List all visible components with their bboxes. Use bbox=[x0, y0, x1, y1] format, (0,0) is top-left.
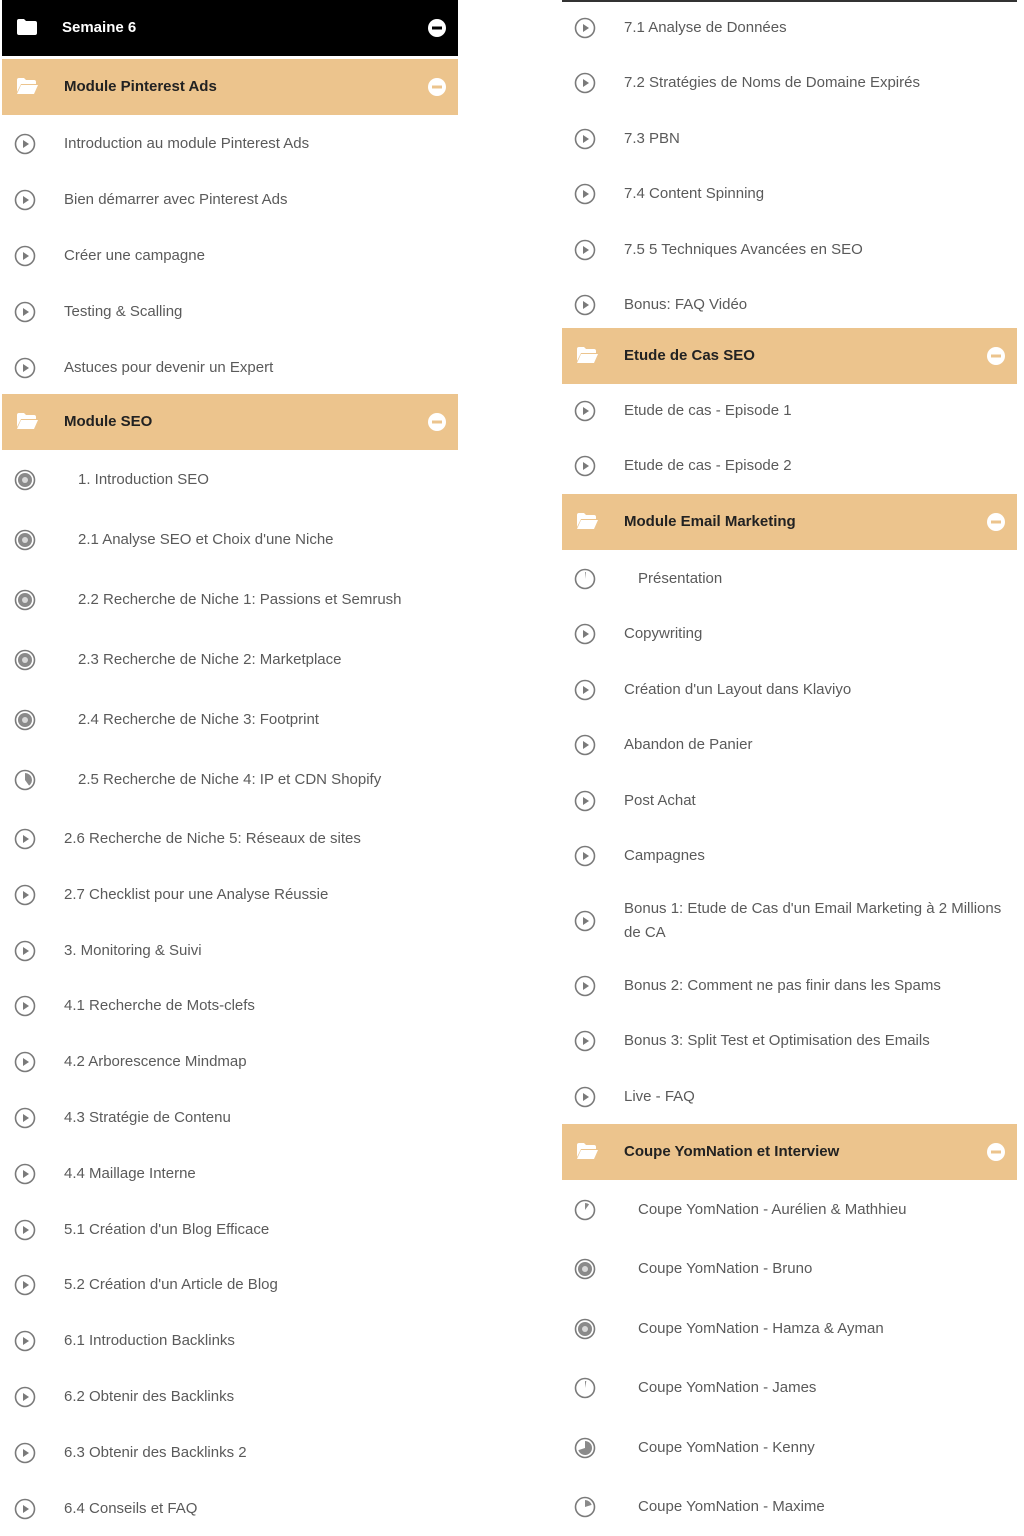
play-circle-icon bbox=[14, 828, 36, 850]
lesson-label: 6.1 Introduction Backlinks bbox=[64, 1332, 235, 1350]
lesson-item[interactable] bbox=[562, 607, 1017, 663]
lesson-item[interactable] bbox=[2, 570, 458, 630]
progress-pie-icon bbox=[574, 1496, 596, 1518]
lesson-label: 2.4 Recherche de Niche 3: Footprint bbox=[78, 711, 319, 728]
play-circle-icon bbox=[574, 1030, 596, 1052]
play-circle-icon bbox=[574, 1086, 596, 1108]
lesson-label: 2.2 Recherche de Niche 1: Passions et Semrush bbox=[78, 591, 402, 608]
play-circle-icon bbox=[14, 1163, 36, 1185]
play-circle-icon bbox=[14, 1498, 36, 1520]
minus-circle-icon[interactable] bbox=[987, 513, 1005, 531]
lesson-item[interactable] bbox=[2, 1090, 458, 1146]
lesson-item[interactable] bbox=[2, 630, 458, 690]
play-circle-icon bbox=[14, 1274, 36, 1296]
lesson-label: 1. Introduction SEO bbox=[78, 471, 209, 488]
play-circle-icon bbox=[574, 975, 596, 997]
lesson-label: 5.1 Création d'un Blog Efficace bbox=[64, 1220, 270, 1238]
lesson-item[interactable] bbox=[2, 1146, 458, 1202]
lesson-label: Bonus 1: Etude de Cas d'un Email Marketing à 2 Millions de CA bbox=[624, 900, 1002, 941]
lesson-item[interactable] bbox=[2, 1313, 458, 1369]
completed-circle-icon bbox=[14, 469, 36, 491]
lesson-label: Créer une campagne bbox=[64, 247, 205, 264]
lesson-label: Présentation bbox=[638, 569, 723, 587]
lesson-item[interactable] bbox=[562, 111, 1017, 167]
lesson-item[interactable] bbox=[2, 690, 458, 750]
lesson-item[interactable] bbox=[2, 172, 458, 228]
lesson-label: Astuces pour devenir un Expert bbox=[64, 359, 274, 376]
lesson-item[interactable] bbox=[562, 1478, 1017, 1536]
play-circle-icon bbox=[14, 1386, 36, 1408]
lesson-item[interactable] bbox=[562, 551, 1017, 607]
lesson-label: Copywriting bbox=[624, 625, 703, 643]
module-title: Coupe YomNation et Interview bbox=[624, 1143, 840, 1160]
lesson-label: Bonus: FAQ Vidéo bbox=[624, 296, 748, 314]
lesson-item[interactable] bbox=[562, 884, 1017, 958]
completed-circle-icon bbox=[574, 1258, 596, 1280]
completed-circle-icon bbox=[14, 649, 36, 671]
lesson-item[interactable] bbox=[2, 228, 458, 284]
progress-pie-icon bbox=[574, 568, 596, 590]
minus-circle-icon[interactable] bbox=[428, 413, 446, 431]
lesson-item[interactable] bbox=[562, 1359, 1017, 1419]
module-title: Module Pinterest Ads bbox=[64, 78, 217, 95]
play-circle-icon bbox=[14, 189, 36, 211]
minus-circle-icon[interactable] bbox=[987, 1143, 1005, 1161]
lesson-label: 7.2 Stratégies de Noms de Domaine Expirés bbox=[624, 74, 920, 92]
folder-open-icon bbox=[576, 346, 598, 364]
lesson-label: Live - FAQ bbox=[624, 1087, 695, 1105]
lesson-item[interactable] bbox=[562, 383, 1017, 439]
lesson-item[interactable] bbox=[562, 958, 1017, 1014]
play-circle-icon bbox=[14, 1442, 36, 1464]
minus-circle-icon[interactable] bbox=[987, 347, 1005, 365]
lesson-item[interactable] bbox=[2, 811, 458, 867]
lesson-label: 4.1 Recherche de Mots-clefs bbox=[64, 997, 255, 1015]
lesson-item[interactable] bbox=[2, 284, 458, 340]
lesson-item[interactable] bbox=[2, 450, 458, 510]
lesson-label: Post Achat bbox=[624, 791, 696, 809]
lesson-label: 7.3 PBN bbox=[624, 129, 680, 147]
lesson-label: 3. Monitoring & Suivi bbox=[64, 941, 202, 959]
lesson-label: Bonus 3: Split Test et Optimisation des Emails bbox=[624, 1032, 930, 1050]
module-header-pinterest[interactable] bbox=[2, 59, 458, 115]
lesson-item[interactable] bbox=[2, 1257, 458, 1313]
folder-open-icon bbox=[576, 512, 598, 530]
lesson-item[interactable] bbox=[2, 1202, 458, 1258]
lesson-item[interactable] bbox=[562, 222, 1017, 278]
module-header-case-study[interactable] bbox=[562, 328, 1017, 384]
play-circle-icon bbox=[14, 245, 36, 267]
lesson-item[interactable] bbox=[2, 1369, 458, 1425]
play-circle-icon bbox=[574, 455, 596, 477]
lesson-item[interactable] bbox=[2, 1481, 458, 1536]
play-circle-icon bbox=[574, 17, 596, 39]
progress-pie-icon bbox=[574, 1437, 596, 1459]
play-circle-icon bbox=[574, 294, 596, 316]
play-circle-icon bbox=[574, 790, 596, 812]
lesson-label: Bonus 2: Comment ne pas finir dans les Spams bbox=[624, 976, 941, 994]
lesson-label: Abandon de Panier bbox=[624, 736, 753, 754]
lesson-label: Campagnes bbox=[624, 847, 705, 865]
completed-circle-icon bbox=[14, 529, 36, 551]
play-circle-icon bbox=[574, 128, 596, 150]
completed-circle-icon bbox=[574, 1318, 596, 1340]
lesson-item[interactable] bbox=[562, 662, 1017, 718]
lesson-item[interactable] bbox=[562, 829, 1017, 885]
completed-circle-icon bbox=[14, 589, 36, 611]
play-circle-icon bbox=[14, 1051, 36, 1073]
lesson-label: 7.5 5 Techniques Avancées en SEO bbox=[624, 240, 863, 258]
lesson-item[interactable] bbox=[562, 773, 1017, 829]
folder-open-icon bbox=[16, 412, 38, 430]
lesson-label: Etude de cas - Episode 2 bbox=[624, 457, 792, 475]
lesson-item[interactable] bbox=[2, 116, 458, 172]
minus-circle-icon[interactable] bbox=[428, 19, 446, 37]
lesson-item[interactable] bbox=[2, 1425, 458, 1481]
lesson-label: 2.1 Analyse SEO et Choix d'une Niche bbox=[78, 531, 334, 548]
lesson-label: 4.2 Arborescence Mindmap bbox=[64, 1053, 247, 1071]
play-circle-icon bbox=[574, 72, 596, 94]
lesson-label: 2.6 Recherche de Niche 5: Réseaux de sites bbox=[64, 830, 361, 847]
curriculum-column-right bbox=[562, 0, 1017, 1536]
lesson-label: Coupe YomNation - Kenny bbox=[638, 1438, 815, 1456]
play-circle-icon bbox=[574, 400, 596, 422]
play-circle-icon bbox=[14, 995, 36, 1017]
lesson-item[interactable] bbox=[562, 0, 1017, 56]
play-circle-icon bbox=[574, 845, 596, 867]
lesson-item[interactable] bbox=[2, 510, 458, 570]
lesson-item[interactable] bbox=[2, 978, 458, 1034]
lesson-label: 7.1 Analyse de Données bbox=[624, 18, 787, 36]
play-circle-icon bbox=[574, 623, 596, 645]
lesson-item[interactable] bbox=[562, 167, 1017, 223]
lesson-label: 2.3 Recherche de Niche 2: Marketplace bbox=[78, 651, 342, 668]
lesson-item[interactable] bbox=[562, 1299, 1017, 1359]
lesson-label: 5.2 Création d'un Article de Blog bbox=[64, 1276, 278, 1294]
progress-pie-icon bbox=[574, 1377, 596, 1399]
lesson-item[interactable] bbox=[562, 1014, 1017, 1070]
lesson-item[interactable] bbox=[562, 1180, 1017, 1240]
lesson-label: Bien démarrer avec Pinterest Ads bbox=[64, 191, 288, 208]
play-circle-icon bbox=[574, 183, 596, 205]
play-circle-icon bbox=[14, 301, 36, 323]
minus-circle-icon[interactable] bbox=[428, 78, 446, 96]
play-circle-icon bbox=[574, 734, 596, 756]
lesson-label: Coupe YomNation - James bbox=[638, 1379, 817, 1397]
play-circle-icon bbox=[14, 884, 36, 906]
play-circle-icon bbox=[14, 940, 36, 962]
lesson-label: Création d'un Layout dans Klaviyo bbox=[624, 680, 852, 698]
folder-open-icon bbox=[576, 1142, 598, 1160]
lesson-label: Testing & Scalling bbox=[64, 303, 183, 320]
lesson-label: 2.7 Checklist pour une Analyse Réussie bbox=[64, 885, 329, 903]
lesson-item[interactable] bbox=[2, 867, 458, 923]
play-circle-icon bbox=[14, 1107, 36, 1129]
lesson-item[interactable] bbox=[562, 1069, 1017, 1125]
module-header-seo[interactable] bbox=[2, 394, 458, 450]
module-header-coupe[interactable] bbox=[562, 1124, 1017, 1180]
lesson-label: Coupe YomNation - Aurélien & Mathhieu bbox=[638, 1200, 907, 1218]
lesson-label: Etude de cas - Episode 1 bbox=[624, 401, 792, 419]
lesson-item[interactable] bbox=[2, 340, 458, 396]
lesson-item[interactable] bbox=[562, 439, 1017, 495]
lesson-item[interactable] bbox=[2, 750, 458, 810]
progress-pie-icon bbox=[14, 769, 36, 791]
folder-open-icon bbox=[16, 77, 38, 95]
play-circle-icon bbox=[14, 1330, 36, 1352]
play-circle-icon bbox=[574, 910, 596, 932]
completed-circle-icon bbox=[14, 709, 36, 731]
lesson-label: 4.3 Stratégie de Contenu bbox=[64, 1109, 231, 1126]
progress-pie-icon bbox=[574, 1199, 596, 1221]
lesson-item[interactable] bbox=[2, 923, 458, 979]
module-title: Module SEO bbox=[64, 413, 153, 430]
curriculum-column-left bbox=[2, 0, 458, 1536]
lesson-item[interactable] bbox=[562, 1240, 1017, 1300]
lesson-item[interactable] bbox=[2, 1034, 458, 1090]
play-circle-icon bbox=[14, 133, 36, 155]
lesson-label: Coupe YomNation - Bruno bbox=[638, 1260, 813, 1278]
lesson-label: 6.4 Conseils et FAQ bbox=[64, 1499, 198, 1517]
lesson-label: 7.4 Content Spinning bbox=[624, 185, 765, 203]
play-circle-icon bbox=[574, 239, 596, 261]
module-title: Etude de Cas SEO bbox=[624, 347, 755, 364]
folder-icon bbox=[16, 18, 38, 36]
lesson-item[interactable] bbox=[562, 718, 1017, 774]
lesson-label: 6.3 Obtenir des Backlinks 2 bbox=[64, 1443, 247, 1461]
week-title: Semaine 6 bbox=[62, 19, 137, 36]
play-circle-icon bbox=[14, 357, 36, 379]
lesson-label: Coupe YomNation - Hamza & Ayman bbox=[638, 1319, 884, 1337]
module-header-email[interactable] bbox=[562, 494, 1017, 550]
lesson-label: Introduction au module Pinterest Ads bbox=[64, 135, 310, 152]
week-header[interactable] bbox=[2, 0, 458, 56]
lesson-item[interactable] bbox=[562, 1418, 1017, 1478]
lesson-label: 2.5 Recherche de Niche 4: IP et CDN Shopify bbox=[78, 771, 382, 788]
lesson-label: 4.4 Maillage Interne bbox=[64, 1164, 196, 1182]
lesson-item[interactable] bbox=[562, 56, 1017, 112]
lesson-item[interactable] bbox=[562, 278, 1017, 334]
module-title: Module Email Marketing bbox=[624, 513, 796, 530]
play-circle-icon bbox=[574, 679, 596, 701]
lesson-label: 6.2 Obtenir des Backlinks bbox=[64, 1388, 235, 1405]
lesson-label: Coupe YomNation - Maxime bbox=[638, 1498, 825, 1516]
play-circle-icon bbox=[14, 1219, 36, 1241]
